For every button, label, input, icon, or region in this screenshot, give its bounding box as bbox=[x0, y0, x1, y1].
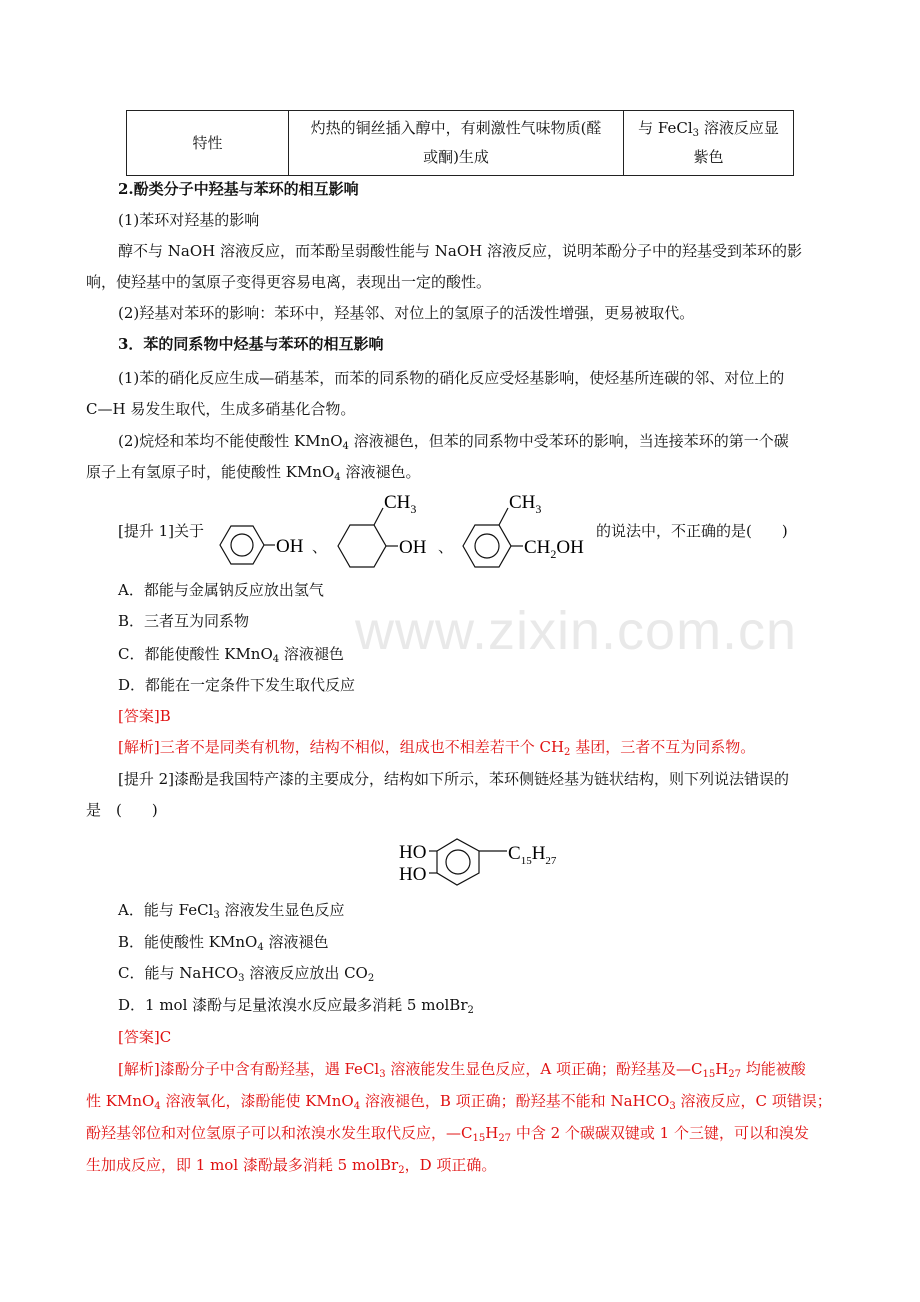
q1-option-a: A．都能与金属钠反应放出氢气 bbox=[118, 581, 324, 599]
q1-analysis: [解析]三者不是同类有机物，结构不相似，组成也不相差若干个 $CH_2$ 基团，三者不互为同系物。 bbox=[118, 738, 756, 758]
svg-text:HO: HO bbox=[399, 864, 427, 885]
section-2-p2b: 响，使羟基中的氢原子变得更容易电离，表现出一定的酸性。 bbox=[86, 273, 492, 291]
table-cell-label: 特性 bbox=[127, 111, 289, 176]
section-3-title: 3．苯的同系物中烃基与苯环的相互影响 bbox=[118, 335, 384, 353]
q2-option-c: C．能与 NaHCO$_3$ 溶液反应放出 $CO_2$ bbox=[118, 964, 375, 984]
q1-tail: 的说法中，不正确的是( ) bbox=[596, 522, 788, 540]
q2-option-a: A．能与 FeCl$_3$ 溶液发生显色反应 bbox=[118, 901, 345, 921]
svg-text:HO: HO bbox=[399, 842, 427, 863]
q2-option-d: D．1 mol 漆酚与足量浓溴水反应最多消耗 5 molBr$_2$ bbox=[118, 996, 474, 1016]
methylcyclohexanol-structure bbox=[330, 490, 470, 570]
svg-text:CH2OH: $CH_2OH$ bbox=[524, 537, 584, 561]
table-cell-alcohol: 灼热的铜丝插入醇中，有刺激性气味物质(醛 或酮)生成 bbox=[289, 111, 624, 176]
table-cell-phenol: 与 FeCl$_3$ 溶液反应显 紫色 bbox=[624, 111, 794, 176]
phenol-structure bbox=[205, 520, 315, 570]
q2-option-b: B．能使酸性 KMnO$_4$ 溶液褪色 bbox=[118, 933, 329, 953]
q2-analysis-line-3: 酚羟基邻位和对位氢原子可以和浓溴水发生取代反应，$—C_{15}H_{27}$ 中含 2 个碳碳双键或 1 个三键，可以和溴发 bbox=[86, 1124, 809, 1144]
section-3-p1b: C—H 易发生取代，生成多硝基化合物。 bbox=[86, 400, 356, 418]
section-3-p2a: (2)烷烃和苯均不能使酸性 KMnO$_4$ 溶液褪色，但苯的同系物中受苯环的影响，当连接苯环的第一个碳 bbox=[118, 432, 789, 452]
q2-stem-b: 是 ( ) bbox=[86, 801, 158, 819]
table-row bbox=[127, 111, 794, 176]
q2-analysis-line-1: [解析]漆酚分子中含有酚羟基，遇 FeCl$_3$ 溶液能发生显色反应，A 项正确；酚羟基及$—C_{15}H_{27}$ 均能被酸 bbox=[118, 1060, 806, 1080]
svg-text:C15H27: $C_{15}H_{27}$ bbox=[508, 843, 557, 867]
svg-text:OH: OH bbox=[276, 536, 304, 557]
q2-analysis-line-2: 性 KMnO$_4$ 溶液氧化，漆酚能使 KMnO$_4$ 溶液褪色，B 项正确；酚羟基不能和 NaHCO$_3$ 溶液反应，C 项错误； bbox=[86, 1092, 832, 1112]
property-table bbox=[126, 110, 794, 176]
q2-answer: [答案]C bbox=[118, 1028, 172, 1046]
section-2-p2a: 醇不与 NaOH 溶液反应，而苯酚呈弱酸性能与 NaOH 溶液反应，说明苯酚分子中的羟基受到苯环的影 bbox=[118, 242, 802, 260]
q2-stem-a: [提升 2]漆酚是我国特产漆的主要成分，结构如下所示，苯环侧链烃基为链状结构，则下列说法错误的 bbox=[118, 770, 790, 788]
q1-sep-1: 、 bbox=[312, 538, 328, 556]
urushiol-structure bbox=[395, 833, 575, 889]
q1-answer: [答案]B bbox=[118, 707, 171, 725]
svg-text:OH: OH bbox=[399, 537, 427, 558]
svg-text:CH3: $CH_3$ bbox=[509, 492, 542, 516]
section-3-p2b: 原子上有氢原子时，能使酸性 KMnO$_4$ 溶液褪色。 bbox=[86, 463, 421, 483]
q1-sep-2: 、 bbox=[438, 538, 454, 556]
q1-option-c: C．都能使酸性 KMnO$_4$ 溶液褪色 bbox=[118, 645, 344, 665]
q1-option-d: D．都能在一定条件下发生取代反应 bbox=[118, 676, 356, 694]
q1-option-b: B．三者互为同系物 bbox=[118, 612, 250, 630]
svg-text:CH3: $CH_3$ bbox=[384, 492, 417, 516]
section-2-p3: (2)羟基对苯环的影响：苯环中，羟基邻、对位上的氢原子的活泼性增强，更易被取代。 bbox=[118, 304, 695, 322]
q1-lead: [提升 1]关于 bbox=[118, 522, 205, 540]
q2-analysis-line-4: 生加成反应，即 1 mol 漆酚最多消耗 5 molBr$_2$，D 项正确。 bbox=[86, 1156, 497, 1176]
section-2-title: 2.酚类分子中羟基与苯环的相互影响 bbox=[118, 180, 359, 198]
methylbenzyl-alcohol-structure bbox=[455, 490, 600, 570]
section-2-p1: (1)苯环对羟基的影响 bbox=[118, 211, 260, 229]
section-3-p1a: (1)苯的硝化反应生成—硝基苯，而苯的同系物的硝化反应受烃基影响，使烃基所连碳的邻、对位上的 bbox=[118, 369, 785, 387]
watermark: www.zixin.com.cn bbox=[355, 601, 798, 661]
